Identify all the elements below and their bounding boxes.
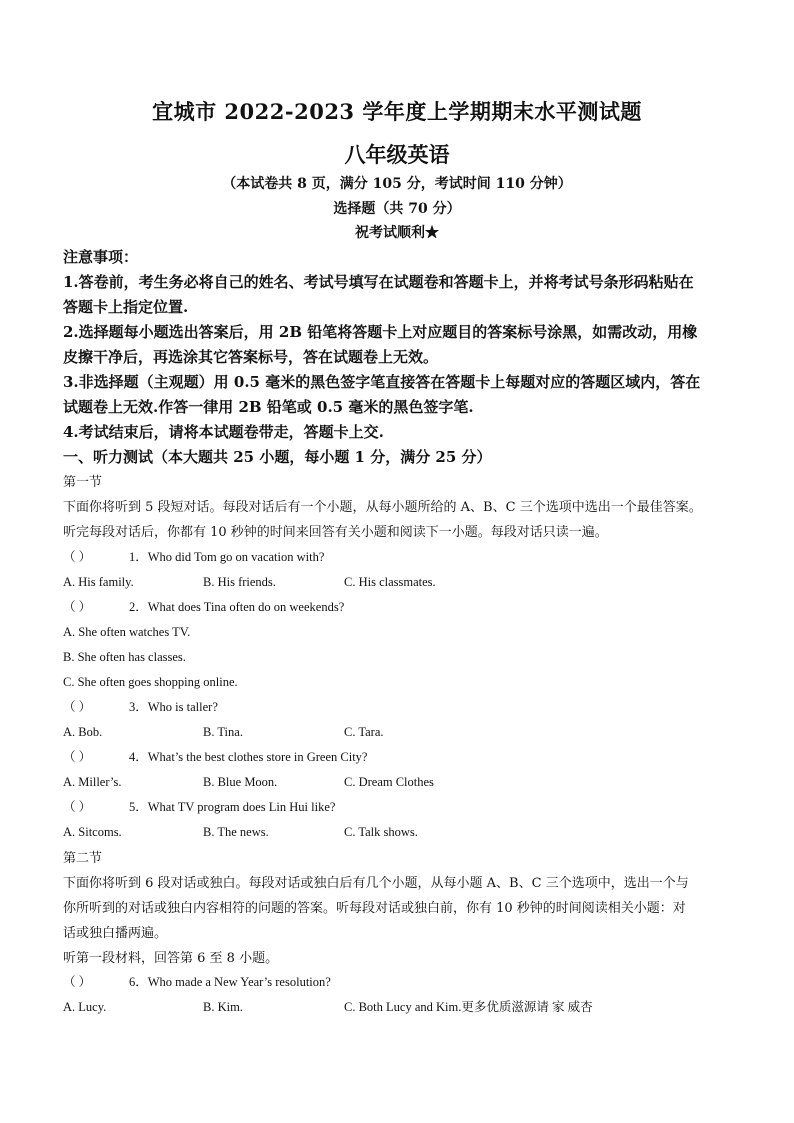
question-3 bbox=[63, 698, 218, 716]
question-stem: 5．What TV program does Lin Hui like? bbox=[129, 800, 336, 814]
answer-blank[interactable]: （ ） bbox=[63, 975, 92, 989]
good-luck-line: 祝考试顺利★ bbox=[355, 225, 439, 241]
question-stem: 1．Who did Tom go on vacation with? bbox=[129, 550, 325, 564]
answer-blank[interactable]: （ ） bbox=[63, 800, 92, 814]
option-a: A. His family. bbox=[63, 575, 134, 589]
option-c: C. She often goes shopping online. bbox=[63, 675, 238, 689]
note-line: 2.选择题每小题选出答案后，用 2B 铅笔将答题卡上对应题目的答案标号涂黑，如需改动，用橡 bbox=[63, 323, 698, 341]
answer-blank[interactable]: （ ） bbox=[63, 700, 92, 714]
option-b: B. Kim. bbox=[203, 1000, 243, 1014]
note-line: 3.非选择题（主观题）用 0.5 毫米的黑色签字笔直接答在答题卡上每题对应的答题区域内，答在 bbox=[63, 373, 701, 391]
option-b: B. The news. bbox=[203, 825, 269, 839]
option-c: C. His classmates. bbox=[344, 575, 436, 589]
note-line: 皮擦干净后，再选涂其它答案标号，答在试题卷上无效。 bbox=[63, 348, 439, 366]
exam-info: （本试卷共 8 页，满分 105 分，考试时间 110 分钟） bbox=[222, 176, 572, 192]
option-a: A. Sitcoms. bbox=[63, 825, 122, 839]
section2-label: 第二节 bbox=[63, 851, 103, 866]
option-c: C. Tara. bbox=[344, 725, 384, 739]
section2-instruction: 下面你将听到 6 段对话或独白。每段对话或独白后有几个小题，从每小题 A、B、C 三个选项中，选出一个与 bbox=[63, 876, 689, 891]
option-a: A. She often watches TV. bbox=[63, 625, 191, 639]
section1-instruction: 听完每段对话后，你都有 10 秒钟的时间来回答有关小题和阅读下一小题。每段对话只读一遍。 bbox=[63, 525, 608, 540]
note-line: 1.答卷前，考生务必将自己的姓名、考试号填写在试题卷和答题卡上，并将考试号条形码粘贴在 bbox=[63, 273, 694, 291]
section1-instruction: 下面你将听到 5 段短对话。每段对话后有一个小题，从每小题所给的 A、B、C 三个选项中选出一个最佳答案。 bbox=[63, 500, 702, 515]
note-line: 试题卷上无效.作答一律用 2B 铅笔或 0.5 毫米的黑色签字笔. bbox=[63, 398, 474, 416]
question-stem: 3．Who is taller? bbox=[129, 700, 218, 714]
section-label: 选择题（共 70 分） bbox=[333, 201, 461, 217]
question-1 bbox=[63, 548, 324, 566]
question-4 bbox=[63, 748, 367, 766]
question-2 bbox=[63, 598, 344, 616]
question-stem: 6．Who made a New Year’s resolution? bbox=[129, 975, 331, 989]
option-c: C. Dream Clothes bbox=[344, 775, 434, 789]
option-c: C. Both Lucy and Kim.更多优质滋源请 家 威杏 bbox=[344, 1000, 593, 1014]
question-5 bbox=[63, 798, 335, 816]
section2-instruction: 话或独白播两遍。 bbox=[63, 926, 168, 941]
option-a: A. Miller’s. bbox=[63, 775, 122, 789]
section2-instruction: 你所听到的对话或独白内容相符的问题的答案。听每段对话或独白前，你有 10 秒钟的时间阅读相关小题：对 bbox=[63, 901, 686, 916]
question-6 bbox=[63, 973, 331, 991]
option-a: A. Lucy. bbox=[63, 1000, 107, 1014]
notes-heading: 注意事项： bbox=[63, 248, 139, 266]
exam-title: 宜城市 2022-2023 学年度上学期期末水平测试题 bbox=[152, 99, 642, 124]
section1-label: 第一节 bbox=[63, 475, 103, 490]
option-b: B. She often has classes. bbox=[63, 650, 186, 664]
part1-heading: 一、听力测试（本大题共 25 小题，每小题 1 分，满分 25 分） bbox=[63, 448, 492, 466]
question-stem: 2．What does Tina often do on weekends? bbox=[129, 600, 345, 614]
answer-blank[interactable]: （ ） bbox=[63, 600, 92, 614]
option-c: C. Talk shows. bbox=[344, 825, 418, 839]
option-b: B. His friends. bbox=[203, 575, 276, 589]
material-1-label: 听第一段材料，回答第 6 至 8 小题。 bbox=[63, 951, 279, 966]
answer-blank[interactable]: （ ） bbox=[63, 750, 92, 764]
note-line: 答题卡上指定位置. bbox=[63, 298, 189, 316]
option-b: B. Blue Moon. bbox=[203, 775, 278, 789]
question-stem: 4．What’s the best clothes store in Green City? bbox=[129, 750, 368, 764]
note-line: 4.考试结束后，请将本试题卷带走，答题卡上交. bbox=[63, 423, 384, 441]
option-a: A. Bob. bbox=[63, 725, 103, 739]
exam-subtitle: 八年级英语 bbox=[344, 142, 450, 167]
option-b: B. Tina. bbox=[203, 725, 243, 739]
answer-blank[interactable]: （ ） bbox=[63, 550, 92, 564]
